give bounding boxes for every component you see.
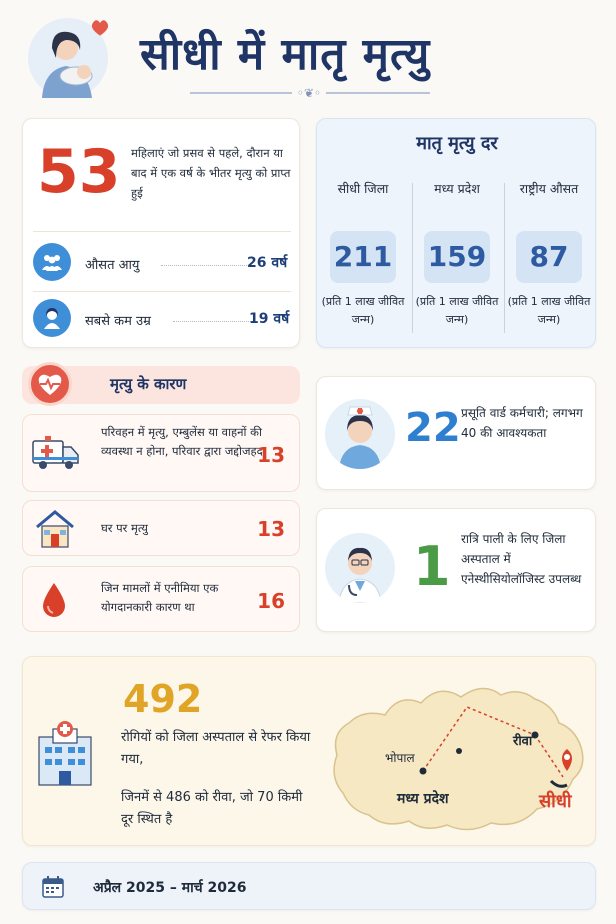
cause-value: 13 xyxy=(257,443,285,467)
staff-card-nurses xyxy=(316,376,596,490)
anesthesiologist-text: रात्रि पाली के लिए जिला अस्पताल में एनेस्थीसियोलॉजिस्ट उपलब्ध xyxy=(461,532,582,586)
rate-column-mp xyxy=(413,179,501,329)
group-icon xyxy=(33,243,71,281)
rate-value: 87 xyxy=(516,231,582,283)
hospital-icon xyxy=(33,719,97,787)
avg-age-value: 26 वर्ष xyxy=(247,255,288,271)
deaths-number: 53 xyxy=(37,137,121,207)
blood-drop-icon xyxy=(39,581,69,619)
avg-age-label: औसत आयु xyxy=(85,258,140,273)
rate-value: 211 xyxy=(330,231,396,283)
anesthesiologist-count: 1 xyxy=(413,535,451,598)
period-footer xyxy=(22,862,596,910)
cause-text: परिवहन में मृत्यु, एम्बुलेंस या वाहनों की व्यवस्था न होना, परिवार द्वारा जद्दोजहद xyxy=(101,425,263,458)
period-text: अप्रैल 2025 – मार्च 2026 xyxy=(93,880,247,896)
nurse-icon xyxy=(325,399,395,469)
rate-name: सीधी जिला xyxy=(337,181,389,196)
cause-text: जिन मामलों में एनीमिया एक योगदानकारी कारण था xyxy=(101,581,219,614)
deaths-description: महिलाएं जो प्रसव से पहले, दौरान या बाद में एक वर्ष के भीतर मृत्यु को प्राप्त हुई xyxy=(131,146,291,200)
divider xyxy=(33,231,291,232)
mortality-rate-card xyxy=(316,118,596,348)
rate-unit: (प्रति 1 लाख जीवित जन्म) xyxy=(415,295,499,326)
rate-value: 159 xyxy=(424,231,490,283)
referral-count: 492 xyxy=(123,677,203,721)
referral-rewa-text: जिनमें से 486 को रीवा, जो 70 किमी दूर स्थित है xyxy=(121,790,303,827)
cause-value: 16 xyxy=(257,589,285,613)
woman-icon xyxy=(33,299,71,337)
bhopal-marker xyxy=(420,768,427,775)
calendar-icon xyxy=(41,875,65,899)
divider xyxy=(33,291,291,292)
staff-card-anesthesiologist xyxy=(316,508,596,632)
causes-header xyxy=(22,366,300,404)
causes-title: मृत्यु के कारण xyxy=(110,375,187,393)
ambulance-icon xyxy=(31,433,81,473)
rate-unit: (प्रति 1 लाख जीवित जन्म) xyxy=(321,295,405,326)
cause-card-anemia xyxy=(22,566,300,632)
deaths-card xyxy=(22,118,300,348)
doctor-icon xyxy=(325,533,395,603)
map-label-sidhi: सीधी xyxy=(539,791,572,812)
map-label-state: मध्य प्रदेश xyxy=(397,791,449,807)
rate-column-sidhi xyxy=(319,179,407,329)
nurse-count: 22 xyxy=(405,405,461,451)
map-label-bhopal: भोपाल xyxy=(385,751,415,765)
youngest-label: सबसे कम उम्र xyxy=(85,314,151,329)
nurse-text: प्रसूति वार्ड कर्मचारी; लगभग 40 की आवश्यकता xyxy=(461,406,583,440)
rate-name: मध्य प्रदेश xyxy=(434,181,480,196)
rewa-marker xyxy=(532,732,539,739)
house-icon xyxy=(33,507,77,551)
madhya-pradesh-map xyxy=(323,663,593,841)
cause-card-transport xyxy=(22,414,300,492)
divider-ornament-icon: ◦❦◦ xyxy=(292,86,326,100)
dotted-leader xyxy=(173,321,253,322)
cause-text: घर पर मृत्यु xyxy=(101,521,148,535)
referral-text: रोगियों को जिला अस्पताल से रेफर किया गया, xyxy=(121,730,311,767)
rate-column-national xyxy=(505,179,593,329)
cause-card-home xyxy=(22,500,300,556)
map-label-rewa: रीवा xyxy=(513,734,533,749)
rate-unit: (प्रति 1 लाख जीवित जन्म) xyxy=(507,295,591,326)
page-title: सीधी में मातृ मृत्यु xyxy=(140,29,431,80)
dotted-leader xyxy=(161,265,255,266)
mother-child-illustration xyxy=(22,10,122,102)
rate-name: राष्ट्रीय औसत xyxy=(519,181,579,196)
referral-card xyxy=(22,656,596,846)
rates-title: मातृ मृत्यु दर xyxy=(416,133,498,154)
heartbeat-icon xyxy=(28,362,72,406)
cause-value: 13 xyxy=(257,517,285,541)
youngest-value: 19 वर्ष xyxy=(249,311,290,327)
